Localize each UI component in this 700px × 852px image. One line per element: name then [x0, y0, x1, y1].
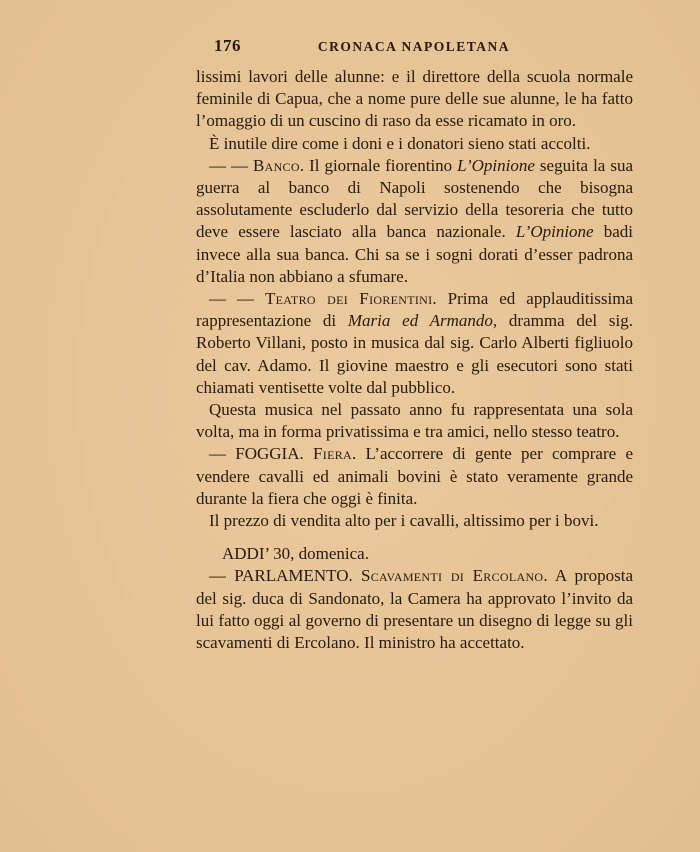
smallcaps-text: Banco	[252, 155, 300, 175]
paragraph-foggia	[196, 443, 633, 510]
date-heading	[196, 543, 633, 565]
paragraph-doni	[196, 133, 633, 155]
page-header	[196, 36, 632, 58]
text-run: . Prima ed applauditissima rappresentazione di	[196, 289, 634, 331]
running-title: CRONACA NAPOLETANA	[317, 39, 511, 54]
paragraph-parlamento	[196, 565, 633, 654]
text-run: È inutile dire come i doni e i donatori sieno stati accolti.	[209, 133, 591, 153]
text-run: lissimi lavori delle alunne: e il direttore della scuola normale feminile di Capua, che a nome pure delle sue alunne, le ha fatto l’omaggio di un cuscino di raso da esse ricamato in oro.	[196, 67, 633, 131]
text-run: — PARLAMENTO.	[209, 566, 361, 586]
italic-text: Maria ed Armando	[347, 311, 493, 331]
italic-text: L’Opinione	[457, 155, 535, 175]
text-block	[196, 66, 633, 654]
text-run: — —	[209, 155, 253, 175]
italic-text: L’Opinione	[515, 222, 594, 242]
smallcaps-text: Fiera	[313, 444, 352, 464]
text-run: , dramma del sig. Roberto Villani, posto in musica dal sig. Carlo Alberti figliuolo del cav. Adamo. Il giovine maestro e gli esecutori sono stati chiamati ventisette volte dal pubblico.	[196, 311, 633, 397]
text-run: badi invece alla sua banca. Chi sa se i sogni dorati d’esser padrona d’Italia non abbiano a sfumare.	[196, 222, 634, 286]
paragraph-prezzo	[196, 510, 633, 532]
text-run: seguita la sua guerra al banco di Napoli sostenendo che bisogna assolutamente escluderlo dal servizio della tesoreria che tutto deve essere lasciato alla banca nazionale.	[196, 155, 633, 242]
smallcaps-text: Scavamenti di Ercolano	[360, 566, 544, 586]
text-run: — —	[209, 289, 265, 309]
text-run: . Il giornale fiorentino	[299, 155, 458, 175]
text-run: — FOGGIA.	[209, 444, 314, 464]
text-run: Il prezzo di vendita alto per i cavalli, altissimo per i bovi.	[209, 511, 599, 531]
smallcaps-text: Teatro dei Fiorentini	[264, 289, 433, 309]
page-number: 176	[214, 36, 241, 55]
paragraph-banco	[196, 155, 633, 288]
text-run: . L’accorrere di gente per comprare e vendere cavalli ed animali bovini è stato veramente grande durante la fiera che oggi è finita.	[196, 444, 633, 508]
text-run: . A proposta del sig. duca di Sandonato, la Camera ha approvato l’invito da lui fatto oggi al governo di presentare un disegno di legge su gli scavamenti di Ercolano. Il ministro ha accettato.	[196, 566, 633, 653]
text-run: Questa musica nel passato anno fu rappresentata una sola volta, ma in forma privatissima e tra amici, nello stesso teatro.	[196, 400, 633, 442]
text-run: ADDI’ 30, domenica.	[222, 544, 369, 564]
paragraph-teatro	[196, 288, 633, 399]
paragraph-musica	[196, 399, 633, 443]
paragraph-continuation	[196, 66, 633, 133]
